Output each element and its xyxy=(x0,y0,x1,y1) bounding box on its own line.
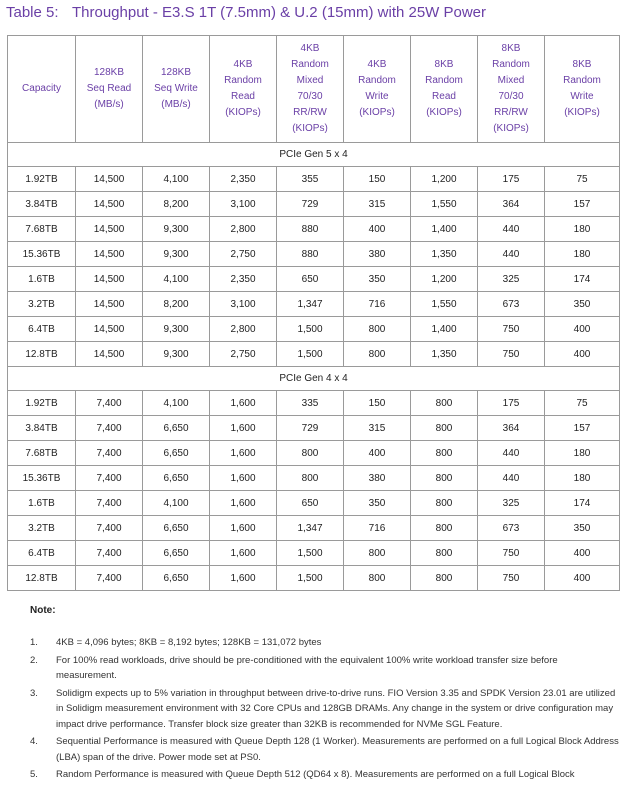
table-cell: 6,650 xyxy=(143,441,210,466)
table-title xyxy=(6,4,486,21)
table-cell: 9,300 xyxy=(143,342,210,367)
table-cell: 440 xyxy=(478,441,545,466)
column-header-line: Random xyxy=(425,75,463,86)
table-cell: 7,400 xyxy=(76,491,143,516)
table-cell: 7,400 xyxy=(76,516,143,541)
note-number: 1. xyxy=(30,637,38,648)
throughput-table xyxy=(7,35,620,591)
table-cell: 800 xyxy=(344,566,411,591)
note-text: 4KB = 4,096 bytes; 8KB = 8,192 bytes; 128KB = 131,072 bytes xyxy=(56,637,322,648)
table-cell: 2,800 xyxy=(210,317,277,342)
table-cell: 400 xyxy=(545,317,620,342)
notes-list xyxy=(30,635,620,785)
table-cell: 14,500 xyxy=(76,217,143,242)
column-header-line: Seq Write xyxy=(154,83,198,94)
table-cell: 1,600 xyxy=(210,516,277,541)
table-cell: 750 xyxy=(478,541,545,566)
table-cell: 14,500 xyxy=(76,317,143,342)
table-cell: 650 xyxy=(277,491,344,516)
section-row xyxy=(8,367,620,391)
note-item xyxy=(30,653,620,684)
table-cell: 800 xyxy=(344,342,411,367)
table-cell: 729 xyxy=(277,416,344,441)
table-title-text: Throughput - E3.S 1T (7.5mm) & U.2 (15mm) with 25W Power xyxy=(72,4,487,21)
table-cell: 1,500 xyxy=(277,541,344,566)
header-row xyxy=(8,36,620,143)
column-header-line: Write xyxy=(365,91,389,102)
table-row xyxy=(8,491,620,516)
table-cell: 1,600 xyxy=(210,491,277,516)
table-cell: 1,600 xyxy=(210,441,277,466)
column-header xyxy=(545,36,620,143)
table-row xyxy=(8,566,620,591)
table-cell: 400 xyxy=(545,566,620,591)
table-number: Table 5: xyxy=(6,4,59,21)
table-row xyxy=(8,317,620,342)
table-cell: 9,300 xyxy=(143,317,210,342)
note-number: 4. xyxy=(30,736,38,747)
table-row xyxy=(8,342,620,367)
table-cell: 1,550 xyxy=(411,192,478,217)
table-cell: 800 xyxy=(411,491,478,516)
table-cell: 6,650 xyxy=(143,516,210,541)
note-number: 5. xyxy=(30,769,38,780)
table-row xyxy=(8,167,620,192)
column-header xyxy=(76,36,143,143)
table-cell: 7,400 xyxy=(76,541,143,566)
table-cell: 180 xyxy=(545,441,620,466)
column-header-line: 8KB xyxy=(434,59,454,70)
table-cell: 8,200 xyxy=(143,292,210,317)
table-cell: 1,600 xyxy=(210,566,277,591)
column-header-line: Random xyxy=(291,59,329,70)
column-header xyxy=(277,36,344,143)
table-cell: 800 xyxy=(411,441,478,466)
table-cell: 1,347 xyxy=(277,292,344,317)
table-cell: 1,500 xyxy=(277,342,344,367)
column-header-line: Write xyxy=(570,91,594,102)
column-header-line: Seq Read xyxy=(86,83,132,94)
table-cell: 800 xyxy=(411,516,478,541)
table-cell: 2,800 xyxy=(210,217,277,242)
table-cell: 4,100 xyxy=(143,491,210,516)
table-cell: 650 xyxy=(277,267,344,292)
table-cell: 3,100 xyxy=(210,192,277,217)
table-cell: 800 xyxy=(411,416,478,441)
table-cell: 174 xyxy=(545,267,620,292)
table-cell: 335 xyxy=(277,391,344,416)
table-cell: 4,100 xyxy=(143,167,210,192)
table-row xyxy=(8,391,620,416)
table-row xyxy=(8,466,620,491)
note-item xyxy=(30,686,620,733)
note-item xyxy=(30,734,620,765)
table-cell: 325 xyxy=(478,491,545,516)
column-header xyxy=(143,36,210,143)
table-cell: 1,400 xyxy=(411,317,478,342)
table-cell: 1,347 xyxy=(277,516,344,541)
table-cell: 1,350 xyxy=(411,342,478,367)
table-cell: 4,100 xyxy=(143,267,210,292)
column-header-line: 4KB xyxy=(367,59,387,70)
column-header-line: 4KB xyxy=(300,43,320,54)
column-header-line: 128KB xyxy=(93,67,125,78)
table-cell: 1,350 xyxy=(411,242,478,267)
table-body xyxy=(8,143,620,591)
column-header-line: RR/RW xyxy=(494,107,528,118)
table-cell: 350 xyxy=(344,491,411,516)
table-cell: 7,400 xyxy=(76,466,143,491)
table-cell: 1,600 xyxy=(210,466,277,491)
column-header-line: 70/30 xyxy=(498,91,524,102)
column-header xyxy=(478,36,545,143)
column-header-line: Random xyxy=(492,59,530,70)
table-cell: 350 xyxy=(545,292,620,317)
table-cell: 2,750 xyxy=(210,242,277,267)
capacity-cell: 15.36TB xyxy=(8,242,76,267)
column-header xyxy=(344,36,411,143)
table-cell: 800 xyxy=(344,541,411,566)
table-cell: 3,100 xyxy=(210,292,277,317)
table-cell: 157 xyxy=(545,192,620,217)
note-text: For 100% read workloads, drive should be pre-conditioned with the equivalent 100% write workload transfer size before measurement. xyxy=(56,654,558,681)
table-cell: 350 xyxy=(545,516,620,541)
table-cell: 673 xyxy=(478,292,545,317)
table-cell: 1,500 xyxy=(277,566,344,591)
table-cell: 6,650 xyxy=(143,466,210,491)
table-cell: 14,500 xyxy=(76,267,143,292)
table-cell: 180 xyxy=(545,242,620,267)
table-cell: 400 xyxy=(545,541,620,566)
capacity-cell: 3.84TB xyxy=(8,192,76,217)
column-header-line: Random xyxy=(563,75,601,86)
column-header xyxy=(8,36,76,143)
section-label: PCIe Gen 5 x 4 xyxy=(8,143,620,167)
table-cell: 800 xyxy=(344,317,411,342)
column-header-line: RR/RW xyxy=(293,107,327,118)
column-header-line: Random xyxy=(358,75,396,86)
table-cell: 325 xyxy=(478,267,545,292)
column-header xyxy=(210,36,277,143)
table-cell: 7,400 xyxy=(76,391,143,416)
capacity-cell: 1.6TB xyxy=(8,267,76,292)
table-cell: 800 xyxy=(411,566,478,591)
table-cell: 175 xyxy=(478,167,545,192)
table-cell: 6,650 xyxy=(143,566,210,591)
column-header-line: (KIOPs) xyxy=(292,123,328,134)
column-header-line: Read xyxy=(432,91,456,102)
table-cell: 729 xyxy=(277,192,344,217)
table-cell: 174 xyxy=(545,491,620,516)
table-cell: 716 xyxy=(344,516,411,541)
table-cell: 175 xyxy=(478,391,545,416)
table-cell: 880 xyxy=(277,242,344,267)
table-cell: 750 xyxy=(478,342,545,367)
section-label: PCIe Gen 4 x 4 xyxy=(8,367,620,391)
table-cell: 440 xyxy=(478,466,545,491)
note-item xyxy=(30,635,620,651)
table-cell: 157 xyxy=(545,416,620,441)
table-cell: 7,400 xyxy=(76,416,143,441)
table-row xyxy=(8,267,620,292)
table-row xyxy=(8,217,620,242)
table-cell: 9,300 xyxy=(143,242,210,267)
table-cell: 1,600 xyxy=(210,391,277,416)
table-cell: 400 xyxy=(545,342,620,367)
capacity-cell: 15.36TB xyxy=(8,466,76,491)
table-cell: 440 xyxy=(478,242,545,267)
table-cell: 673 xyxy=(478,516,545,541)
table-cell: 364 xyxy=(478,416,545,441)
column-header-line: Read xyxy=(231,91,255,102)
column-header-line: (MB/s) xyxy=(161,99,191,110)
capacity-cell: 12.8TB xyxy=(8,566,76,591)
column-header-line: Capacity xyxy=(22,83,61,94)
column-header-line: 128KB xyxy=(160,67,192,78)
column-header-line: (MB/s) xyxy=(94,99,124,110)
table-cell: 150 xyxy=(344,167,411,192)
table-cell: 800 xyxy=(411,466,478,491)
table-cell: 7,400 xyxy=(76,441,143,466)
note-item xyxy=(30,767,620,783)
table-cell: 380 xyxy=(344,466,411,491)
table-cell: 750 xyxy=(478,317,545,342)
column-header-line: (KIOPs) xyxy=(426,107,462,118)
capacity-cell: 1.6TB xyxy=(8,491,76,516)
capacity-cell: 6.4TB xyxy=(8,541,76,566)
table-cell: 750 xyxy=(478,566,545,591)
table-cell: 1,200 xyxy=(411,267,478,292)
table-cell: 1,600 xyxy=(210,416,277,441)
note-title: Note: xyxy=(30,605,56,616)
table-cell: 75 xyxy=(545,167,620,192)
capacity-cell: 6.4TB xyxy=(8,317,76,342)
note-text: Solidigm expects up to 5% variation in throughput between drive-to-drive runs. FIO Version 3.35 and SPDK Version 23.01 are utilized in Solidigm measurement environment with 32 Core CPUs and 128GB DRAMs. Any change in the system or drive configuration may impact drive performance. Transfer block size greater than 32KB is recommended for NVMe SGL Feature. xyxy=(56,687,616,730)
table-cell: 180 xyxy=(545,217,620,242)
table-cell: 800 xyxy=(411,541,478,566)
table-row xyxy=(8,416,620,441)
table-cell: 400 xyxy=(344,217,411,242)
table-row xyxy=(8,541,620,566)
table-cell: 180 xyxy=(545,466,620,491)
table-cell: 1,500 xyxy=(277,317,344,342)
note-text: Random Performance is measured with Queue Depth 512 (QD64 x 8). Measurements are performed on a full Logical Block xyxy=(56,769,575,780)
table-cell: 716 xyxy=(344,292,411,317)
table-cell: 6,650 xyxy=(143,416,210,441)
table-row xyxy=(8,516,620,541)
column-header-line: Random xyxy=(224,75,262,86)
note-text: Sequential Performance is measured with Queue Depth 128 (1 Worker). Measurements are performed on a full Logical Block Address (LBA) span of the drive. Power mode set at PS0. xyxy=(56,736,619,763)
table-cell: 1,550 xyxy=(411,292,478,317)
table-cell: 75 xyxy=(545,391,620,416)
table-cell: 1,600 xyxy=(210,541,277,566)
column-header-line: (KIOPs) xyxy=(359,107,395,118)
table-cell: 355 xyxy=(277,167,344,192)
table-cell: 400 xyxy=(344,441,411,466)
capacity-cell: 7.68TB xyxy=(8,441,76,466)
column-header-line: 4KB xyxy=(233,59,253,70)
note-number: 3. xyxy=(30,687,38,699)
table-row xyxy=(8,192,620,217)
table-cell: 14,500 xyxy=(76,192,143,217)
capacity-cell: 3.2TB xyxy=(8,292,76,317)
table-cell: 8,200 xyxy=(143,192,210,217)
table-cell: 7,400 xyxy=(76,566,143,591)
table-cell: 14,500 xyxy=(76,292,143,317)
section-row xyxy=(8,143,620,167)
column-header-line: 70/30 xyxy=(297,91,323,102)
table-row xyxy=(8,441,620,466)
table-cell: 2,350 xyxy=(210,167,277,192)
table-cell: 1,200 xyxy=(411,167,478,192)
table-cell: 350 xyxy=(344,267,411,292)
capacity-cell: 7.68TB xyxy=(8,217,76,242)
table-cell: 6,650 xyxy=(143,541,210,566)
capacity-cell: 12.8TB xyxy=(8,342,76,367)
table-cell: 2,350 xyxy=(210,267,277,292)
note-number: 2. xyxy=(30,654,38,666)
table-cell: 150 xyxy=(344,391,411,416)
capacity-cell: 1.92TB xyxy=(8,167,76,192)
table-row xyxy=(8,242,620,267)
column-header xyxy=(411,36,478,143)
column-header-line: Mixed xyxy=(497,75,525,86)
table-cell: 2,750 xyxy=(210,342,277,367)
table-cell: 315 xyxy=(344,416,411,441)
table-cell: 1,400 xyxy=(411,217,478,242)
table-cell: 4,100 xyxy=(143,391,210,416)
column-header-line: 8KB xyxy=(501,43,521,54)
table-cell: 14,500 xyxy=(76,167,143,192)
table-cell: 14,500 xyxy=(76,342,143,367)
column-header-line: (KIOPs) xyxy=(564,107,600,118)
table-cell: 364 xyxy=(478,192,545,217)
table-cell: 880 xyxy=(277,217,344,242)
table-cell: 14,500 xyxy=(76,242,143,267)
table-cell: 440 xyxy=(478,217,545,242)
capacity-cell: 3.2TB xyxy=(8,516,76,541)
capacity-cell: 3.84TB xyxy=(8,416,76,441)
capacity-cell: 1.92TB xyxy=(8,391,76,416)
table-cell: 800 xyxy=(277,466,344,491)
table-cell: 800 xyxy=(411,391,478,416)
column-header-line: (KIOPs) xyxy=(225,107,261,118)
table-row xyxy=(8,292,620,317)
table-cell: 315 xyxy=(344,192,411,217)
column-header-line: (KIOPs) xyxy=(493,123,529,134)
column-header-line: 8KB xyxy=(572,59,592,70)
table-cell: 380 xyxy=(344,242,411,267)
table-cell: 9,300 xyxy=(143,217,210,242)
column-header-line: Mixed xyxy=(296,75,324,86)
table-cell: 800 xyxy=(277,441,344,466)
